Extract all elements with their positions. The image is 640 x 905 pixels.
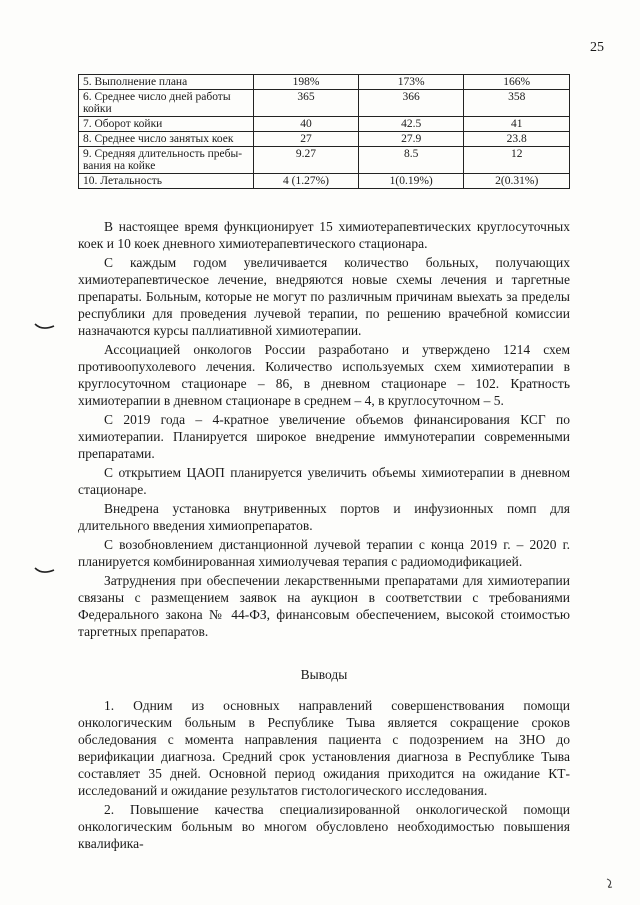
cell-value: 8.5 [358,147,464,174]
paragraph: С 2019 года – 4-кратное увеличение объемов финансирования КСГ по химиотерапии. Планируется широкое внедрение иммунотерапии современными препаратами. [78,412,570,461]
row-label: 10. Летальность [79,174,254,189]
body-text [78,218,570,854]
row-label: 8. Среднее число занятых коек [79,132,254,147]
paragraph: С открытием ЦАОП планируется увеличить объемы химиотерапии в дневном стационаре. [78,465,570,497]
corner-pen-mark-icon [604,876,616,888]
table-row [79,90,570,117]
paragraph: Внедрена установка внутривенных портов и инфузионных помп для длительного введения химиопрепаратов. [78,501,570,533]
cell-value: 366 [358,90,464,117]
paragraph: Ассоциацией онкологов России разработано и утверждено 1214 схем противоопухолевого лечения. Количество используемых схем химиотерапии в круглосуточном стационаре – 86, в дневном стационаре – 102. Кратность химиотерапии в дневном стационаре в среднем – 4, в круглосуточном – 5. [78,342,570,408]
conclusion-item: 1. Одним из основных направлений совершенствования помощи онкологическим больным в Республике Тыва является сокращение сроков обследования с момента направления пациента с подозрением на ЗНО до верификации диагноза. Средний срок установления диагноза в Республике Тыва составляет 35 дней. Основной период ожидания приходится на ожидание КТ-исследований и ожидание результатов гистологического исследования. [78,698,570,798]
cell-value: 1(0.19%) [358,174,464,189]
cell-value: 41 [464,117,570,132]
cell-value: 2(0.31%) [464,174,570,189]
paragraph: С каждым годом увеличивается количество больных, получающих химиотерапевтическое лечение, внедряются новые схемы лечения и таргетные препараты. Больным, которые не могут по различным причинам выехать за пределы республики для проведения лучевой терапии, по решению врачебной комиссии назначаются курсы паллиативной химиотерапии. [78,255,570,338]
row-label: 9. Средняя длительность пребы-вания на койке [79,147,254,174]
row-label: 6. Среднее число дней работы койки [79,90,254,117]
table-row [79,147,570,174]
cell-value: 4 (1.27%) [254,174,359,189]
cell-value: 40 [254,117,359,132]
cell-value: 12 [464,147,570,174]
cell-value: 173% [358,75,464,90]
pen-check-mark-icon [34,322,56,332]
cell-value: 166% [464,75,570,90]
cell-value: 23.8 [464,132,570,147]
cell-value: 42.5 [358,117,464,132]
section-title: Выводы [300,667,348,682]
cell-value: 27.9 [358,132,464,147]
table-row [79,132,570,147]
cell-value: 358 [464,90,570,117]
statistics-table [78,74,570,189]
paragraph: С возобновлением дистанционной лучевой терапии с конца 2019 г. – 2020 г. планируется комбинированная химиолучевая терапия с радиомодификацией. [78,537,570,569]
cell-value: 365 [254,90,359,117]
row-label: 5. Выполнение плана [79,75,254,90]
cell-value: 9.27 [254,147,359,174]
paragraph: В настоящее время функционирует 15 химиотерапевтических круглосуточных коек и 10 коек дневного химиотерапевтического стационара. [78,219,570,251]
pen-check-mark-icon [34,566,56,576]
row-label: 7. Оборот койки [79,117,254,132]
conclusion-item: 2. Повышение качества специализированной онкологической помощи онкологическим больным во многом обусловлено необходимостью повышения квалифика- [78,802,570,851]
cell-value: 198% [254,75,359,90]
table-row [79,75,570,90]
table-row [79,117,570,132]
cell-value: 27 [254,132,359,147]
page-number: 25 [590,40,604,55]
table-row [79,174,570,189]
paragraph: Затруднения при обеспечении лекарственными препаратами для химиотерапии связаны с размещением заявок на аукцион в соответствии с требованиями Федерального закона № 44-ФЗ, финансовым обеспечением, высокой стоимостью таргетных препаратов. [78,573,570,639]
